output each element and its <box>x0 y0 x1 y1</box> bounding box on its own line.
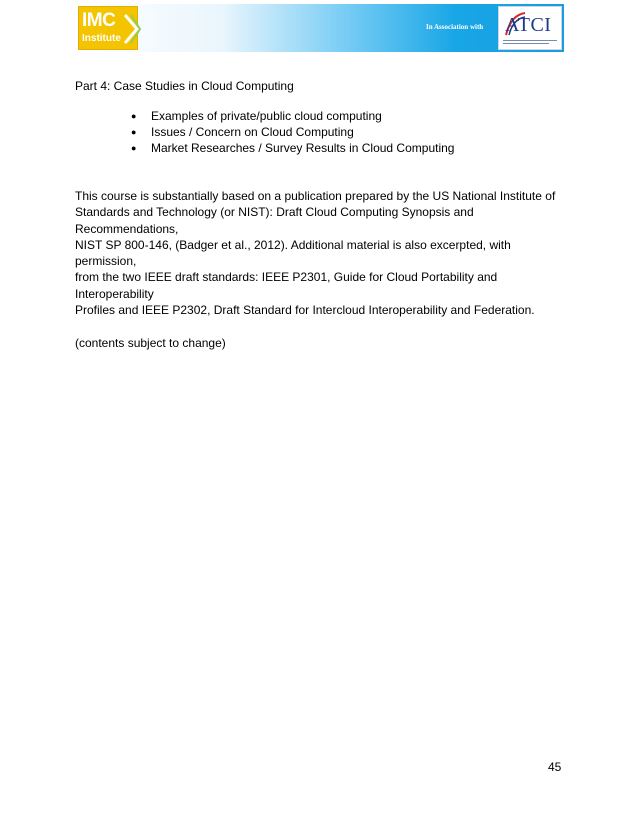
paragraph-line: Profiles and IEEE P2302, Draft Standard for Intercloud Interoperability and Federation. <box>75 303 535 318</box>
topic-list <box>75 108 575 156</box>
list-item-text: Market Researches / Survey Results in Cloud Computing <box>151 141 455 155</box>
paragraph-line: Standards and Technology (or NIST): Draft Cloud Computing Synopsis and Recommendations, <box>75 205 474 236</box>
list-item <box>131 108 575 124</box>
imc-logo-text: IMC <box>82 10 116 31</box>
atci-logo <box>498 6 562 50</box>
paragraph-line: This course is substantially based on a publication prepared by the US National Institute of <box>75 189 556 203</box>
bullet-icon: ● <box>131 111 137 121</box>
bullet-icon: ● <box>131 143 137 153</box>
list-item-text: Examples of private/public cloud computing <box>151 109 382 123</box>
bullet-icon: ● <box>131 127 137 137</box>
list-item <box>131 124 575 140</box>
imc-logo-subtitle: Institute <box>82 33 121 44</box>
contents-note: (contents subject to change) <box>75 336 226 351</box>
atci-fine-print-icon <box>503 39 557 45</box>
page-number: 45 <box>548 760 562 774</box>
header-banner <box>74 4 564 52</box>
page-content <box>75 78 575 351</box>
list-item <box>131 140 575 156</box>
description-paragraph <box>75 188 575 318</box>
atci-logo-text: ATCI <box>505 14 552 36</box>
chevron-logo-icon <box>123 13 141 45</box>
list-item-text: Issues / Concern on Cloud Computing <box>151 125 354 139</box>
part-title: Part 4: Case Studies in Cloud Computing <box>75 79 294 93</box>
paragraph-line: from the two IEEE draft standards: IEEE P2301, Guide for Cloud Portability and Interoperability <box>75 270 498 301</box>
association-text: In Association with <box>426 23 484 31</box>
paragraph-line: NIST SP 800-146, (Badger et al., 2012). Additional material is also excerpted, with permission, <box>75 237 511 269</box>
imc-institute-logo <box>78 6 138 50</box>
